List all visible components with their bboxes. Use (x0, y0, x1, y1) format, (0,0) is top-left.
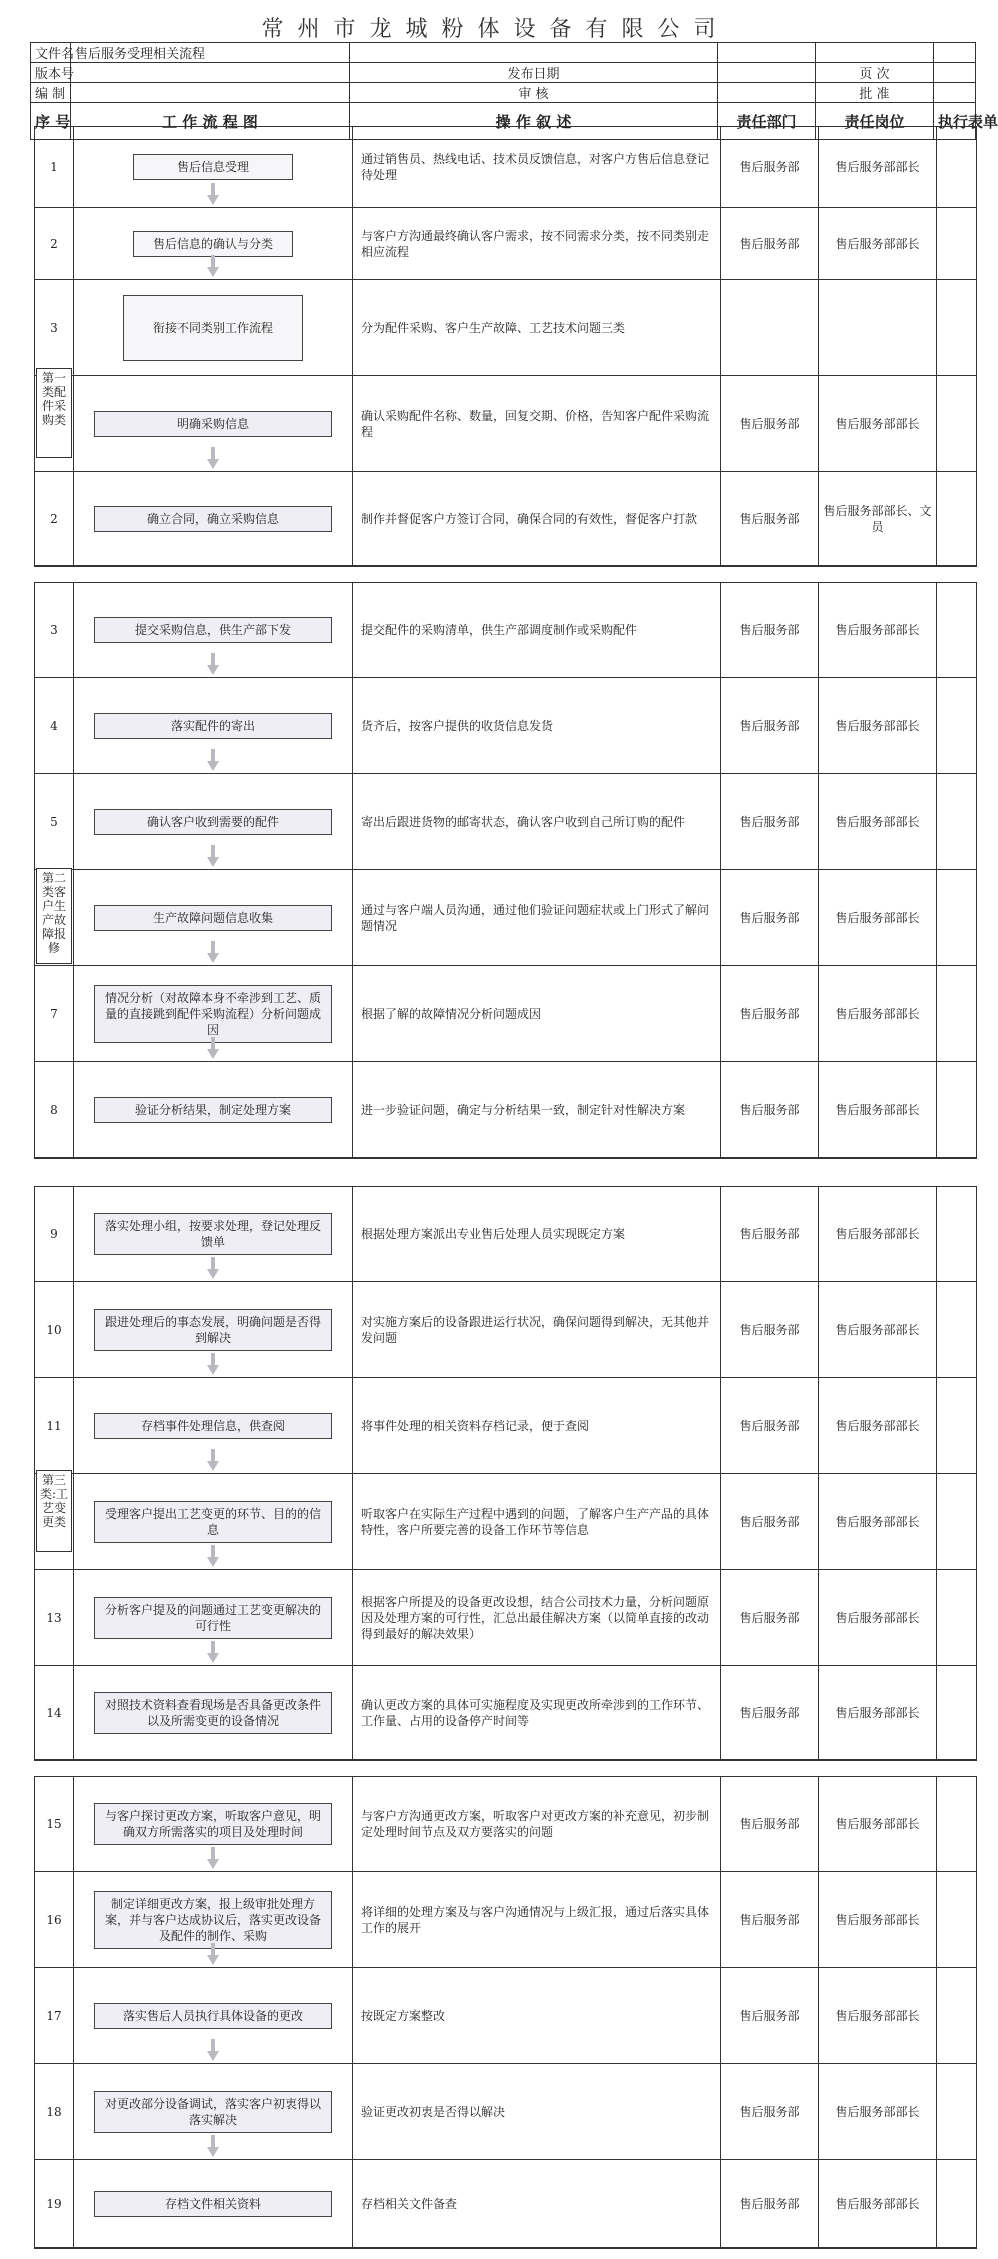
row-form (937, 1062, 977, 1158)
flow-step-box: 情况分析（对故障本身不牵涉到工艺、质量的直接跳到配件采购流程）分析问题成因 (94, 985, 332, 1043)
row-department: 售后服务部 (721, 1282, 819, 1378)
row-description: 根据客户所提及的设备更改设想，结合公司技术力量，分析问题原因及处理方案的可行性，汇总出最佳解决方案（以简单直接的改动得到最好的解决效果） (353, 1570, 721, 1666)
table-row (34, 2160, 977, 2248)
row-seq: 7 (34, 966, 74, 1062)
row-position: 售后服务部部长 (819, 376, 937, 472)
flow-arrow-icon (207, 1557, 219, 1567)
row-description: 确认采购配件名称、数量，回复交期、价格，告知客户配件采购流程 (353, 376, 721, 472)
table-row (34, 126, 977, 208)
editor-label: 编 制 (31, 83, 71, 103)
row-seq: 3 (34, 280, 74, 376)
flow-arrow-icon (207, 1365, 219, 1375)
row-position: 售后服务部部长 (819, 2160, 937, 2248)
row-position: 售后服务部部长 (819, 870, 937, 966)
row-position: 售后服务部部长 (819, 774, 937, 870)
flow-arrow-icon (207, 2051, 219, 2061)
row-flow-cell (74, 1776, 353, 1872)
row-description: 制作并督促客户方签订合同，确保合同的有效性，督促客户打款 (353, 472, 721, 566)
row-department: 售后服务部 (721, 126, 819, 208)
flow-step-box: 售后信息的确认与分类 (133, 231, 293, 257)
row-department: 售后服务部 (721, 1666, 819, 1760)
approve-label: 批 准 (816, 83, 934, 103)
row-position: 售后服务部部长 (819, 1776, 937, 1872)
row-form (937, 1186, 977, 1282)
row-department: 售后服务部 (721, 1186, 819, 1282)
row-flow-cell (74, 208, 353, 280)
row-flow-cell (74, 870, 353, 966)
row-description: 按既定方案整改 (353, 1968, 721, 2064)
row-department: 售后服务部 (721, 774, 819, 870)
row-description: 与客户方沟通更改方案，听取客户对更改方案的补充意见，初步制定处理时间节点及双方要落实的问题 (353, 1776, 721, 1872)
row-form (937, 1872, 977, 1968)
row-flow-cell (74, 966, 353, 1062)
row-position: 售后服务部部长 (819, 582, 937, 678)
row-position: 售后服务部部长 (819, 1282, 937, 1378)
row-description: 提交配件的采购清单，供生产部调度制作或采购配件 (353, 582, 721, 678)
row-description: 货齐后，按客户提供的收货信息发货 (353, 678, 721, 774)
table-row (34, 582, 977, 678)
row-department: 售后服务部 (721, 1570, 819, 1666)
row-position: 售后服务部部长 (819, 966, 937, 1062)
row-seq: 18 (34, 2064, 74, 2160)
table-row (34, 1968, 977, 2064)
flow-arrow-icon (207, 1859, 219, 1869)
row-flow-cell (74, 2064, 353, 2160)
row-department (721, 280, 819, 376)
row-seq: 1 (34, 126, 74, 208)
flow-step-box: 确认客户收到需要的配件 (94, 809, 332, 835)
row-seq: 15 (34, 1776, 74, 1872)
row-description: 将事件处理的相关资料存档记录，便于查阅 (353, 1378, 721, 1474)
row-flow-cell (74, 1666, 353, 1760)
row-seq: 14 (34, 1666, 74, 1760)
row-position: 售后服务部部长 (819, 1968, 937, 2064)
row-position: 售后服务部部长 (819, 1872, 937, 1968)
row-position: 售后服务部部长 (819, 1378, 937, 1474)
row-form (937, 1282, 977, 1378)
row-department: 售后服务部 (721, 208, 819, 280)
row-department: 售后服务部 (721, 1872, 819, 1968)
row-description: 对实施方案后的设备跟进运行状况，确保问题得到解决，无其他并发问题 (353, 1282, 721, 1378)
row-form (937, 2064, 977, 2160)
row-form (937, 1776, 977, 1872)
row-seq: 2 (34, 208, 74, 280)
row-flow-cell (74, 1186, 353, 1282)
row-flow-cell (74, 472, 353, 566)
row-department: 售后服务部 (721, 870, 819, 966)
row-description: 进一步验证问题，确定与分析结果一致，制定针对性解决方案 (353, 1062, 721, 1158)
table-row (34, 208, 977, 280)
table-row (34, 678, 977, 774)
row-department: 售后服务部 (721, 376, 819, 472)
table-row (34, 1872, 977, 1968)
row-department: 售后服务部 (721, 1378, 819, 1474)
table-row (34, 966, 977, 1062)
flow-step-box: 分析客户提及的问题通过工艺变更解决的可行性 (94, 1597, 332, 1639)
row-position: 售后服务部部长 (819, 2064, 937, 2160)
row-flow-cell (74, 280, 353, 376)
row-position: 售后服务部部长 (819, 208, 937, 280)
row-seq: 13 (34, 1570, 74, 1666)
flow-step-box: 验证分析结果，制定处理方案 (94, 1097, 332, 1123)
row-form (937, 208, 977, 280)
row-flow-cell (74, 376, 353, 472)
row-seq: 8 (34, 1062, 74, 1158)
row-form (937, 774, 977, 870)
row-flow-cell (74, 1570, 353, 1666)
table-row (34, 870, 977, 966)
flow-arrow-icon (207, 761, 219, 771)
row-department: 售后服务部 (721, 1968, 819, 2064)
table-row (34, 1666, 977, 1760)
row-form (937, 1968, 977, 2064)
table-row (34, 1570, 977, 1666)
row-form (937, 472, 977, 566)
row-seq: 3 (34, 582, 74, 678)
row-department: 售后服务部 (721, 582, 819, 678)
row-position (819, 280, 937, 376)
flow-step-box: 明确采购信息 (94, 411, 332, 437)
row-description: 验证更改初衷是否得以解决 (353, 2064, 721, 2160)
col-dept-header: 责任部门 (718, 103, 816, 140)
flow-arrow-icon (207, 2147, 219, 2157)
row-description: 听取客户在实际生产过程中遇到的问题，了解客户生产产品的具体特性，客户所要完善的设备工作环节等信息 (353, 1474, 721, 1570)
row-form (937, 870, 977, 966)
row-description: 根据处理方案派出专业售后处理人员实现既定方案 (353, 1186, 721, 1282)
row-department: 售后服务部 (721, 678, 819, 774)
publish-date-label: 发布日期 (350, 63, 718, 83)
category-label-3: 第三类:工艺变更类 (36, 1470, 72, 1552)
row-flow-cell (74, 678, 353, 774)
flow-arrow-icon (207, 1269, 219, 1279)
row-description: 根据了解的故障情况分析问题成因 (353, 966, 721, 1062)
table-row (34, 1776, 977, 1872)
flow-arrow-icon (207, 459, 219, 469)
row-seq: 11 (34, 1378, 74, 1474)
company-title: 常州市龙城粉体设备有限公司 (261, 17, 730, 42)
row-form (937, 280, 977, 376)
flow-step-box: 售后信息受理 (133, 154, 293, 180)
flow-step-box: 衔接不同类别工作流程 (123, 295, 303, 361)
category-label-1: 第一类配件采购类 (36, 368, 72, 458)
row-form (937, 582, 977, 678)
row-position: 售后服务部部长 (819, 1666, 937, 1760)
row-form (937, 1570, 977, 1666)
row-description: 存档相关文件备查 (353, 2160, 721, 2248)
table-row (34, 472, 977, 566)
table-row (34, 774, 977, 870)
flow-arrow-icon (207, 1955, 219, 1965)
flow-arrow-icon (207, 267, 219, 277)
row-seq: 9 (34, 1186, 74, 1282)
row-description: 将详细的处理方案及与客户沟通情况与上级汇报，通过后落实具体工作的展开 (353, 1872, 721, 1968)
row-flow-cell (74, 1968, 353, 2064)
flow-step-box: 受理客户提出工艺变更的环节、目的的信息 (94, 1501, 332, 1543)
row-description: 确认更改方案的具体可实施程度及实现更改所牵涉到的工作环节、工作量、占用的设备停产时间等 (353, 1666, 721, 1760)
table-row (34, 1282, 977, 1378)
row-seq: 2 (34, 472, 74, 566)
page-label: 页 次 (816, 63, 934, 83)
flow-step-box: 确立合同，确立采购信息 (94, 506, 332, 532)
row-flow-cell (74, 1474, 353, 1570)
table-row (34, 2064, 977, 2160)
flow-arrow-icon (207, 857, 219, 867)
flow-step-box: 落实售后人员执行具体设备的更改 (94, 2003, 332, 2029)
flow-step-box: 对照技术资料查看现场是否具备更改条件以及所需变更的设备情况 (94, 1692, 332, 1734)
flow-step-box: 与客户探讨更改方案，听取客户意见，明确双方所需落实的项目及处理时间 (94, 1803, 332, 1845)
table-row (34, 1474, 977, 1570)
row-position: 售后服务部部长 (819, 126, 937, 208)
row-department: 售后服务部 (721, 472, 819, 566)
flow-step-box: 生产故障问题信息收集 (94, 905, 332, 931)
file-name-label: 文件名 (31, 43, 71, 63)
file-name-value: 售后服务受理相关流程 (71, 43, 350, 63)
row-flow-cell (74, 1282, 353, 1378)
row-seq: 19 (34, 2160, 74, 2248)
row-form (937, 678, 977, 774)
row-seq: 10 (34, 1282, 74, 1378)
flow-step-box: 落实处理小组，按要求处理，登记处理反馈单 (94, 1213, 332, 1255)
flow-arrow-icon (207, 195, 219, 205)
flow-step-box: 对更改部分设备调试，落实客户初衷得以落实解决 (94, 2091, 332, 2133)
col-flow-header: 工 作 流 程 图 (71, 103, 350, 140)
row-flow-cell (74, 582, 353, 678)
row-form (937, 376, 977, 472)
row-form (937, 1378, 977, 1474)
flow-arrow-icon (207, 1049, 219, 1059)
row-flow-cell (74, 1872, 353, 1968)
row-flow-cell (74, 126, 353, 208)
table-row (34, 376, 977, 472)
row-department: 售后服务部 (721, 2160, 819, 2248)
col-desc-header: 操 作 叙 述 (350, 103, 718, 140)
flow-arrow-icon (207, 665, 219, 675)
col-post-header: 责任岗位 (816, 103, 934, 140)
flow-step-box: 存档事件处理信息，供查阅 (94, 1413, 332, 1439)
row-description: 通过与客户端人员沟通，通过他们验证问题症状或上门形式了解问题情况 (353, 870, 721, 966)
flow-arrow-icon (207, 953, 219, 963)
row-description: 分为配件采购、客户生产故障、工艺技术问题三类 (353, 280, 721, 376)
flow-arrow-icon (207, 1653, 219, 1663)
row-form (937, 1666, 977, 1760)
flow-step-box: 制定详细更改方案，报上级审批处理方案，并与客户达成协议后，落实更改设备及配件的制作、采购 (94, 1891, 332, 1949)
row-description: 与客户方沟通最终确认客户需求，按不同需求分类，按不同类别走相应流程 (353, 208, 721, 280)
row-description: 寄出后跟进货物的邮寄状态，确认客户收到自己所订购的配件 (353, 774, 721, 870)
row-department: 售后服务部 (721, 1062, 819, 1158)
col-form-header: 执行表单 (934, 103, 976, 140)
row-seq: 4 (34, 678, 74, 774)
table-row (34, 280, 977, 376)
row-form (937, 1474, 977, 1570)
row-flow-cell (74, 2160, 353, 2248)
row-flow-cell (74, 1378, 353, 1474)
row-position: 售后服务部部长、文员 (819, 472, 937, 566)
row-seq: 17 (34, 1968, 74, 2064)
flow-step-box: 落实配件的寄出 (94, 713, 332, 739)
row-department: 售后服务部 (721, 2064, 819, 2160)
row-department: 售后服务部 (721, 966, 819, 1062)
row-seq: 5 (34, 774, 74, 870)
table-row (34, 1062, 977, 1158)
col-seq-header: 序 号 (31, 103, 71, 140)
row-seq: 16 (34, 1872, 74, 1968)
table-row (34, 1378, 977, 1474)
table-row (34, 1186, 977, 1282)
row-department: 售后服务部 (721, 1776, 819, 1872)
review-label: 审 核 (350, 83, 718, 103)
row-form (937, 126, 977, 208)
flow-step-box: 存档文件相关资料 (94, 2191, 332, 2217)
row-description: 通过销售员、热线电话、技术员反馈信息，对客户方售后信息登记待处理 (353, 126, 721, 208)
row-form (937, 2160, 977, 2248)
row-position: 售后服务部部长 (819, 1186, 937, 1282)
category-label-2: 第二类客户生产故障报修 (36, 868, 72, 964)
row-position: 售后服务部部长 (819, 678, 937, 774)
row-form (937, 966, 977, 1062)
flow-step-box: 提交采购信息，供生产部下发 (94, 617, 332, 643)
row-flow-cell (74, 1062, 353, 1158)
flow-step-box: 跟进处理后的事态发展，明确问题是否得到解决 (94, 1309, 332, 1351)
row-position: 售后服务部部长 (819, 1474, 937, 1570)
version-label: 版本号 (31, 63, 71, 83)
row-position: 售后服务部部长 (819, 1062, 937, 1158)
row-department: 售后服务部 (721, 1474, 819, 1570)
row-flow-cell (74, 774, 353, 870)
row-position: 售后服务部部长 (819, 1570, 937, 1666)
flow-arrow-icon (207, 1461, 219, 1471)
